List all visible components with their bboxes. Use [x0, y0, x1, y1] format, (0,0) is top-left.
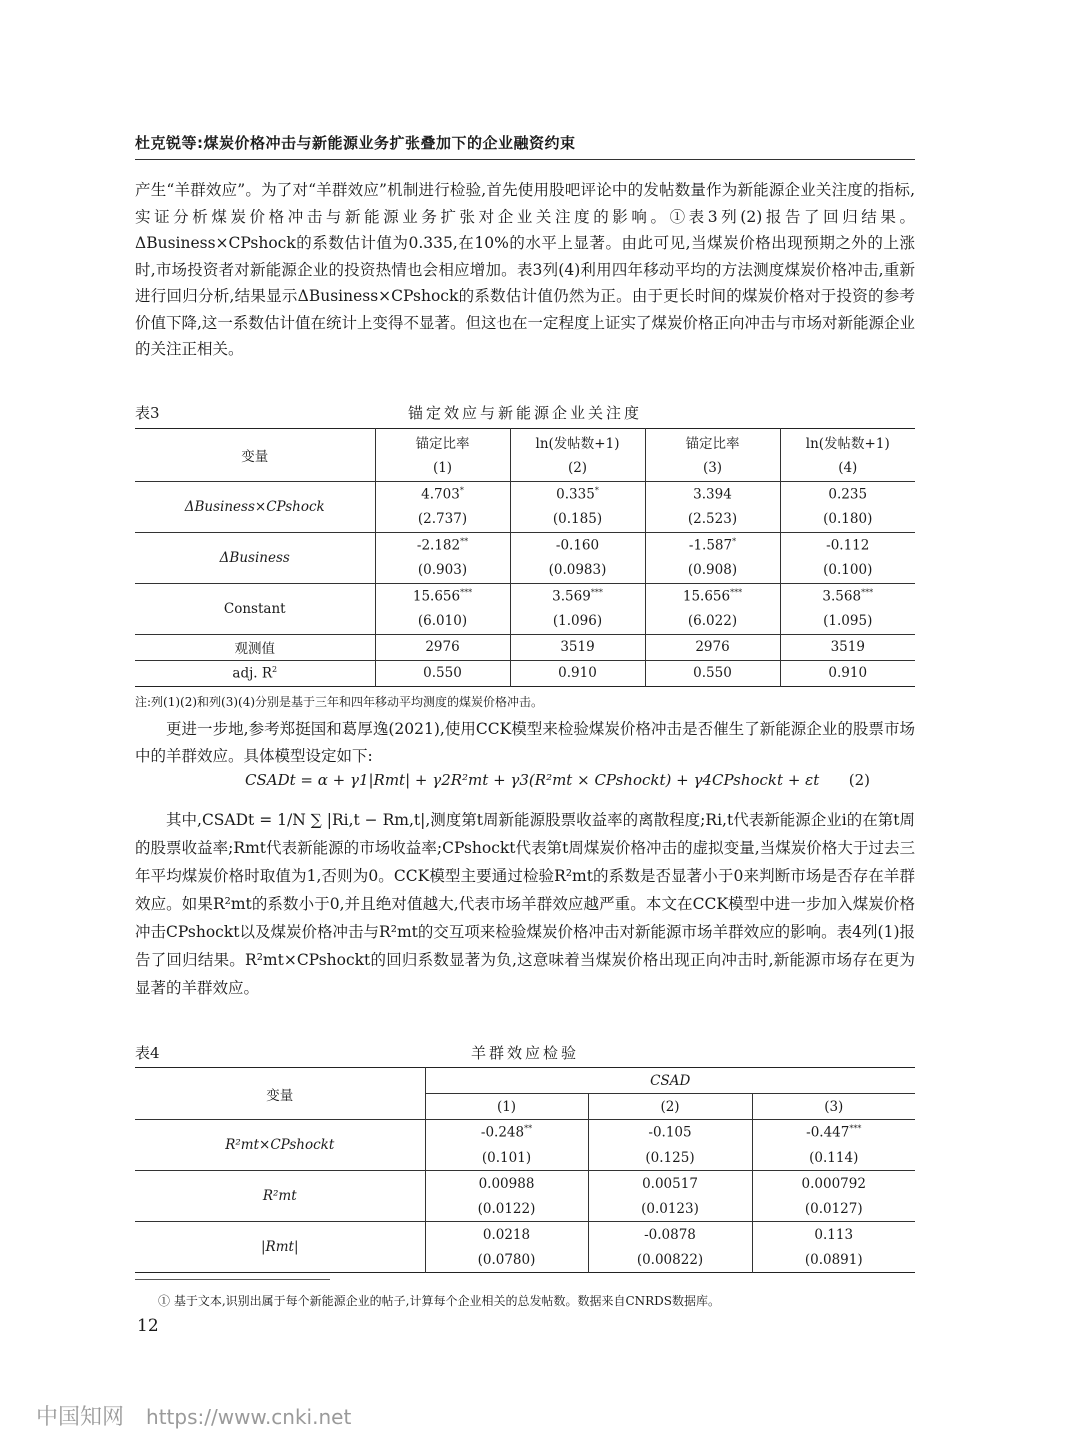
table3-coef: 3.568: [822, 588, 862, 605]
table3-row-name: ΔBusiness: [135, 532, 375, 583]
running-header: 杜克锐等:煤炭价格冲击与新能源业务扩张叠加下的企业融资约束: [135, 132, 915, 160]
table4-coef: 0.113: [752, 1222, 915, 1248]
table4-coef: 0.00988: [425, 1171, 588, 1197]
table3-col-label: ln(发帖数+1): [780, 429, 915, 456]
table3-coef: 15.656: [682, 588, 731, 605]
table3-coef: -1.587: [688, 537, 733, 554]
table3-r2: 0.910: [780, 660, 915, 686]
paragraph-variable-definitions: 其中,CSADt = 1/N ∑ |Ri,t − Rm,t|,测度第t周新能源股票收益率的离散程度;Ri,t代表新能源企业i的在第t周的股票收益率;Rmt代表新能源的市场收益率;CPshockt代表第t周煤炭价格冲击的虚拟变量,当煤炭价格大于过去三年平均煤炭价格时取值为1,否则为0。CCK模型主要通过检验R²mt的系数是否显著小于0来判断市场是否存在羊群效应。如果R²mt的系数小于0,并且绝对值越大,代表市场羊群效应越严重。本文在CCK模型中进一步加入煤炭价格冲击CPshockt以及煤炭价格冲击与R²mt的交互项来检验煤炭价格冲击对新能源市场羊群效应的影响。表4列(1)报告了回归结果。R²mt×CPshockt的回归系数显著为负,这意味着当煤炭价格出现正向冲击时,新能源市场存在更为显著的羊群效应。: [135, 811, 915, 997]
table3-coef: 0.335: [556, 486, 595, 503]
significance-stars: ***: [460, 587, 473, 597]
significance-stars: *: [594, 485, 599, 495]
table3-coef: 4.703: [421, 486, 460, 503]
table3-coef: -0.160: [555, 537, 600, 554]
equation-number: (2): [848, 771, 870, 789]
table4-title: 羊群效应检验: [470, 1044, 579, 1062]
table3-col-num: (3): [645, 456, 780, 482]
table3-obs: 2976: [375, 634, 510, 660]
table3-coef: -0.112: [826, 537, 870, 554]
equation-body: CSADt = α + γ1|Rmt| + γ2R²mt + γ3(R²mt × CPshockt) + γ4CPshockt + εt: [245, 771, 820, 789]
table3-r2: 0.550: [645, 660, 780, 686]
table4-se: (0.0891): [752, 1247, 915, 1273]
significance-stars: *: [732, 536, 737, 546]
table4-coef: 0.000792: [752, 1171, 915, 1197]
table3-obs: 2976: [645, 634, 780, 660]
table3-se: (1.096): [510, 609, 645, 635]
table3-note: 注:列(1)(2)和列(3)(4)分别是基于三年和四年移动平均测度的煤炭价格冲击。: [135, 695, 544, 709]
table4-coef: -0.0878: [588, 1222, 752, 1248]
table3-col-label: 锚定比率: [375, 429, 510, 456]
table3: [135, 428, 915, 687]
table3-obs-label: 观测值: [135, 634, 375, 660]
table3-number: 表3: [135, 404, 160, 422]
significance-stars: **: [460, 536, 469, 546]
table3-se: (0.903): [375, 558, 510, 584]
table3-se: (2.737): [375, 507, 510, 533]
cnki-watermark: [36, 1400, 351, 1431]
significance-stars: ***: [590, 587, 603, 597]
table4-coef: -0.105: [648, 1124, 692, 1141]
table4-coef: -0.447: [806, 1124, 850, 1141]
table4-col-num: (2): [588, 1094, 752, 1120]
table4-se: (0.0127): [752, 1196, 915, 1222]
table4-row-name: R²mt: [135, 1171, 425, 1222]
paragraph-cck-model: 更进一步地,参考郑挺国和葛厚逸(2021),使用CCK模型来检验煤炭价格冲击是否催生了新能源企业的股票市场中的羊群效应。具体模型设定如下:: [135, 720, 915, 765]
table3-coef: 3.569: [552, 588, 591, 605]
table3-obs: 3519: [510, 634, 645, 660]
table3-r2: 0.910: [510, 660, 645, 686]
table3-se: (0.0983): [510, 558, 645, 584]
table3-coef: 3.394: [693, 486, 732, 503]
table3-se: (6.010): [375, 609, 510, 635]
table4-coef: 0.0218: [425, 1222, 588, 1248]
table3-col-num: (4): [780, 456, 915, 482]
table3-se: (1.095): [780, 609, 915, 635]
table3-se: (2.523): [645, 507, 780, 533]
footnote-divider: [135, 1279, 330, 1280]
table4-se: (0.0780): [425, 1247, 588, 1273]
table3-col-num: (1): [375, 456, 510, 482]
table4-row-name: R²mt×CPshockt: [135, 1120, 425, 1171]
table3-coef: 15.656: [412, 588, 461, 605]
table4-var-header: 变量: [135, 1068, 425, 1120]
significance-stars: *: [459, 485, 464, 495]
table4-coef: -0.248: [480, 1124, 525, 1141]
table3-col-num: (2): [510, 456, 645, 482]
table3-title: 锚定效应与新能源企业关注度: [407, 404, 642, 422]
table3-coef: -2.182: [416, 537, 461, 554]
table4-se: (0.0122): [425, 1196, 588, 1222]
table4-se: (0.125): [588, 1145, 752, 1171]
table3-obs: 3519: [780, 634, 915, 660]
table4-se: (0.00822): [588, 1247, 752, 1273]
significance-stars: ***: [730, 587, 743, 597]
table3-col-label: 锚定比率: [645, 429, 780, 456]
table4-se: (0.114): [752, 1145, 915, 1171]
table4-se: (0.101): [425, 1145, 588, 1171]
page-number: 12: [137, 1316, 159, 1336]
table3-var-header: 变量: [135, 429, 375, 482]
watermark-brand: 中国知网: [36, 1405, 125, 1430]
table3-se: (6.022): [645, 609, 780, 635]
table3-coef: 0.235: [828, 486, 868, 503]
table4-row-name: |Rmt|: [261, 1239, 299, 1255]
table3-row-name: ΔBusiness×CPshock: [135, 481, 375, 532]
table3-r2-label: adj. $R^2$: [232, 664, 278, 682]
significance-stars: ***: [849, 1124, 862, 1134]
significance-stars: **: [524, 1124, 533, 1134]
table4: [135, 1067, 915, 1273]
table4-number: 表4: [135, 1044, 160, 1062]
table3-se: (0.180): [780, 507, 915, 533]
table3-se: (0.100): [780, 558, 915, 584]
table4-group-label: CSAD: [425, 1068, 915, 1094]
significance-stars: ***: [861, 587, 874, 597]
footnote: ① 基于文本,识别出属于每个新能源企业的帖子,计算每个企业相关的总发帖数。数据来自CNRDS数据库。: [158, 1294, 721, 1308]
table4-se: (0.0123): [588, 1196, 752, 1222]
watermark-url: https://www.cnki.net: [146, 1405, 352, 1429]
table3-se: (0.908): [645, 558, 780, 584]
table3-col-label: ln(发帖数+1): [510, 429, 645, 456]
table3-r2: 0.550: [375, 660, 510, 686]
table4-col-num: (3): [752, 1094, 915, 1120]
table3-row-name: Constant: [135, 583, 375, 634]
table4-col-num: (1): [425, 1094, 588, 1120]
table3-se: (0.185): [510, 507, 645, 533]
paragraph-herding-intro: 产生“羊群效应”。为了对“羊群效应”机制进行检验,首先使用股吧评论中的发帖数量作为新能源企业关注度的指标,实证分析煤炭价格冲击与新能源业务扩张对企业关注度的影响。①表3列(2)报告了回归结果。ΔBusiness×CPshock的系数估计值为0.335,在10%的水平上显著。由此可见,当煤炭价格出现预期之外的上涨时,市场投资者对新能源企业的投资热情也会相应增加。表3列(4)利用四年移动平均的方法测度煤炭价格冲击,重新进行回归分析,结果显示ΔBusiness×CPshock的系数估计值仍然为正。由于更长时间的煤炭价格对于投资的参考价值下降,这一系数估计值在统计上变得不显著。但这也在一定程度上证实了煤炭价格正向冲击与市场对新能源企业的关注正相关。: [135, 181, 915, 358]
table4-coef: 0.00517: [588, 1171, 752, 1197]
